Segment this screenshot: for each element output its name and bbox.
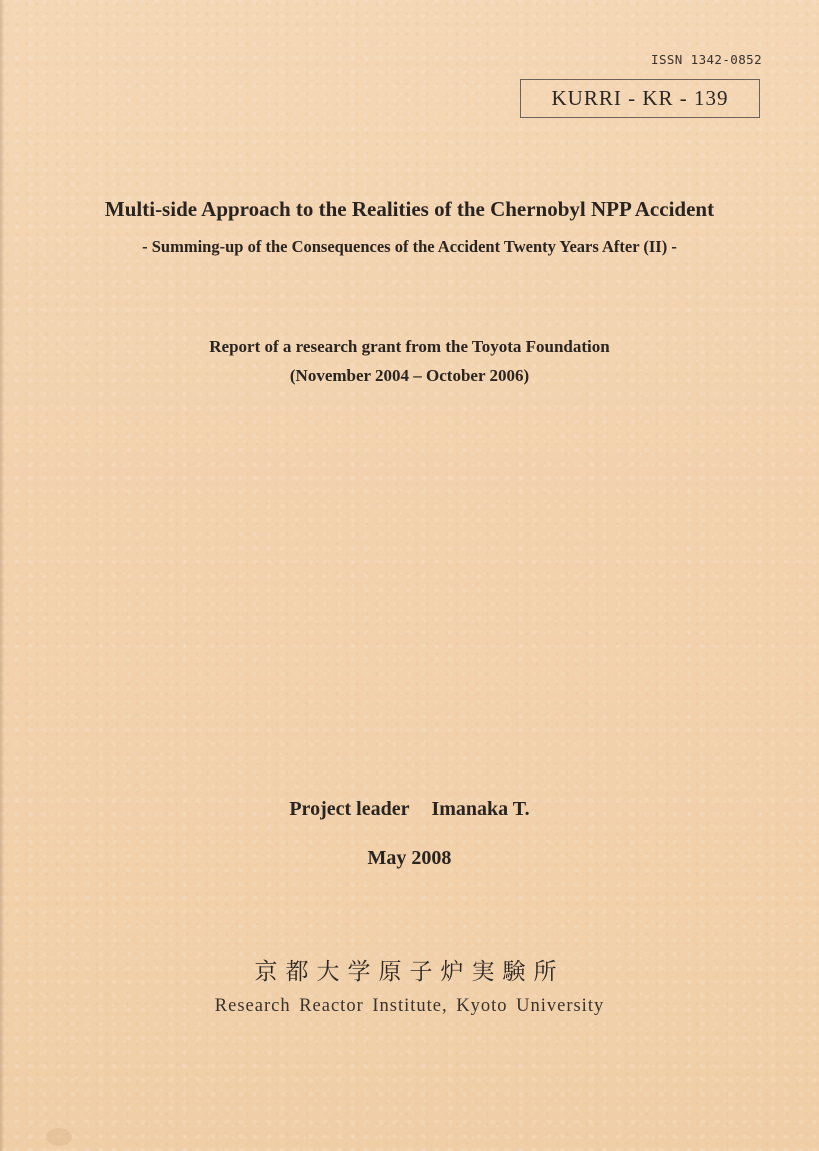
grant-description: Report of a research grant from the Toyota Foundation: [209, 337, 610, 356]
publication-date: May 2008: [367, 847, 452, 869]
paper-stain: [46, 1128, 72, 1146]
project-leader-label: Project leader: [289, 798, 410, 820]
report-number-box: [520, 79, 760, 118]
institute-name-japanese: 京都大学原子炉実験所: [254, 959, 565, 985]
issn-number: ISSN 1342-0852: [651, 52, 762, 67]
report-subtitle: - Summing-up of the Consequences of the Accident Twenty Years After (II) -: [142, 237, 677, 256]
institute-name-english: Research Reactor Institute, Kyoto University: [214, 996, 605, 1016]
project-leader-name: Imanaka T.: [431, 798, 530, 820]
report-title: Multi-side Approach to the Realities of the Chernobyl NPP Accident: [104, 197, 715, 221]
grant-period: (November 2004 – October 2006): [289, 366, 530, 385]
project-leader-row: [0, 798, 819, 821]
report-number: KURRI - KR - 139: [551, 86, 729, 110]
